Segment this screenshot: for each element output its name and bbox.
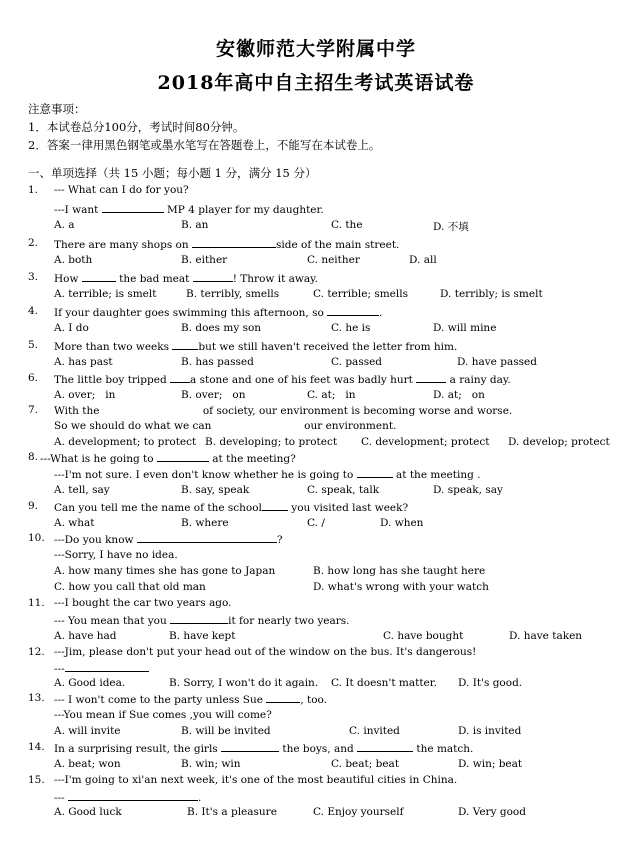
option-d: D. have taken <box>509 630 583 642</box>
answer-blank <box>172 339 198 350</box>
answer-blank <box>357 467 393 478</box>
question-number: 2. <box>28 237 39 249</box>
question-text: --- I won't come to the party unless Sue , too. <box>54 694 328 706</box>
option-c: C. he is <box>331 322 371 334</box>
question-number: 14. <box>28 741 45 753</box>
question-text: There are many shops on side of the main street. <box>54 239 400 251</box>
question-number: 13. <box>28 692 45 704</box>
option-a: A. terrible; is smelt <box>54 288 157 300</box>
answer-blank <box>193 271 233 282</box>
question-text: --- You mean that you it for nearly two years. <box>54 615 350 627</box>
question-text: ---Jim, please don't put your head out of the window on the bus. It's dangerous! <box>54 646 477 658</box>
answer-blank <box>192 237 276 248</box>
question-number: 9. <box>28 500 39 512</box>
answer-blank <box>65 661 149 672</box>
option-a: A. has past <box>54 356 113 368</box>
option-c: C. / <box>307 517 325 529</box>
option-a: A. how many times she has gone to Japan <box>54 565 276 577</box>
answer-blank <box>416 372 446 383</box>
option-c: C. at; in <box>307 389 356 401</box>
page-subtitle: 2018年高中自主招生考试英语试卷 <box>157 72 475 94</box>
question-number: 15. <box>28 774 45 786</box>
option-b: B. over; on <box>181 389 246 401</box>
answer-blank <box>137 532 277 543</box>
answer-blank <box>215 419 301 429</box>
question-text: ---I'm going to xi'an next week, it's one of the most beautiful cities in China. <box>54 774 458 786</box>
option-a: A. development; to protect <box>54 436 197 448</box>
answer-blank <box>170 613 228 624</box>
option-c: C. how you call that old man <box>54 581 206 593</box>
option-a: A. both <box>54 254 93 266</box>
option-d: D. all <box>409 254 437 266</box>
question-number: 8. <box>28 451 39 463</box>
option-c: C. invited <box>349 725 400 737</box>
option-c: C. speak, talk <box>307 484 380 496</box>
question-text: ---I want MP 4 player for my daughter. <box>54 204 324 216</box>
option-d: D. when <box>380 517 424 529</box>
option-b: B. an <box>181 219 209 231</box>
answer-blank <box>327 305 379 316</box>
option-d: D. develop; protect <box>508 436 610 448</box>
option-a: A. will invite <box>54 725 121 737</box>
question-number: 5. <box>28 339 39 351</box>
option-b: B. does my son <box>181 322 262 334</box>
option-b: B. how long has she taught here <box>313 565 486 577</box>
answer-blank <box>103 404 203 414</box>
option-b: B. where <box>181 517 229 529</box>
option-d: D. have passed <box>457 356 537 368</box>
option-a: A. have had <box>54 630 117 642</box>
question-text: With the of society, our environment is becoming worse and worse. <box>54 405 513 417</box>
option-d: D. Very good <box>458 806 526 818</box>
option-d: D. what's wrong with your watch <box>313 581 489 593</box>
option-c: C. passed <box>331 356 383 368</box>
option-d: D. It's good. <box>458 677 523 689</box>
question-text: So we should do what we can our environment. <box>54 420 397 432</box>
option-d: D. terribly; is smelt <box>440 288 543 300</box>
page-title: 安徽师范大学附属中学 <box>215 38 416 60</box>
question-number: 12. <box>28 646 45 658</box>
option-a: A. beat; won <box>54 758 121 770</box>
question-text: In a surprising result, the girls the boys, and the match. <box>54 743 474 755</box>
question-text: --- . <box>54 792 202 804</box>
option-d: D. speak, say <box>433 484 503 496</box>
question-number: 4. <box>28 305 39 317</box>
question-number: 3. <box>28 271 39 283</box>
question-number: 11. <box>28 597 45 609</box>
answer-blank <box>266 692 300 703</box>
answer-blank <box>170 372 190 383</box>
question-text: ---I'm not sure. I even don't know whether he is going to at the meeting . <box>54 469 481 481</box>
option-a: A. I do <box>54 322 89 334</box>
answer-blank <box>262 500 288 511</box>
option-d: D. win; beat <box>458 758 523 770</box>
question-text: Can you tell me the name of the school you visited last week? <box>54 502 409 514</box>
option-a: A. Good idea. <box>54 677 126 689</box>
question-number: 7. <box>28 404 39 416</box>
option-d: D. is invited <box>458 725 522 737</box>
question-number: 6. <box>28 372 39 384</box>
option-c: C. terrible; smells <box>313 288 408 300</box>
option-a: A. what <box>54 517 95 529</box>
section-heading: 一、单项选择（共 15 小题；每小题 1 分，满分 15 分） <box>28 166 317 180</box>
notice-item-2: 2．答案一律用黑色钢笔或墨水笔写在答题卷上，不能写在本试卷上。 <box>28 138 381 152</box>
option-a: A. Good luck <box>54 806 122 818</box>
option-b: B. has passed <box>181 356 254 368</box>
question-text: More than two weeks but we still haven't received the letter from him. <box>54 341 458 353</box>
question-text: The little boy tripped a stone and one of his feet was badly hurt a rainy day. <box>54 374 511 386</box>
question-number: 10. <box>28 532 45 544</box>
option-d: D. at; on <box>433 389 485 401</box>
option-c: C. Enjoy yourself <box>313 806 404 818</box>
option-a: A. tell, say <box>54 484 110 496</box>
option-c: C. development; protect <box>361 436 490 448</box>
option-c: C. have bought <box>383 630 464 642</box>
option-b: B. developing; to protect <box>205 436 338 448</box>
option-c: C. the <box>331 219 363 231</box>
notice-heading: 注意事项： <box>28 102 86 116</box>
question-text: --- <box>54 661 149 675</box>
option-b: B. will be invited <box>181 725 271 737</box>
option-d: D. 不填 <box>433 221 469 233</box>
option-b: B. say, speak <box>181 484 250 496</box>
option-b: B. terribly, smells <box>186 288 280 300</box>
question-text: --- What can I do for you? <box>54 184 189 196</box>
question-text: How the bad meat ! Throw it away. <box>54 273 319 285</box>
option-c: C. It doesn't matter. <box>331 677 437 689</box>
answer-blank <box>157 451 209 462</box>
option-c: C. beat; beat <box>331 758 400 770</box>
answer-blank <box>68 790 198 801</box>
question-text: ---Do you know ? <box>54 534 283 546</box>
option-d: D. will mine <box>433 322 497 334</box>
answer-blank <box>102 202 164 213</box>
option-b: B. either <box>181 254 228 266</box>
option-b: B. It's a pleasure <box>187 806 277 818</box>
question-text: ---Sorry, I have no idea. <box>54 549 178 561</box>
notice-item-1: 1．本试卷总分100分，考试时间80分钟。 <box>28 120 245 134</box>
question-text: If your daughter goes swimming this afternoon, so . <box>54 307 383 319</box>
option-b: B. win; win <box>181 758 241 770</box>
option-a: A. a <box>54 219 75 231</box>
option-c: C. neither <box>307 254 360 266</box>
option-b: B. Sorry, I won't do it again. <box>169 677 319 689</box>
question-text: ---You mean if Sue comes ,you will come? <box>54 709 272 721</box>
answer-blank <box>221 741 279 752</box>
question-text: ---What is he going to at the meeting? <box>40 453 296 465</box>
answer-blank <box>82 271 116 282</box>
question-text: ---I bought the car two years ago. <box>54 597 232 609</box>
answer-blank <box>357 741 413 752</box>
option-a: A. over; in <box>54 389 116 401</box>
option-b: B. have kept <box>169 630 236 642</box>
question-number: 1. <box>28 184 39 196</box>
